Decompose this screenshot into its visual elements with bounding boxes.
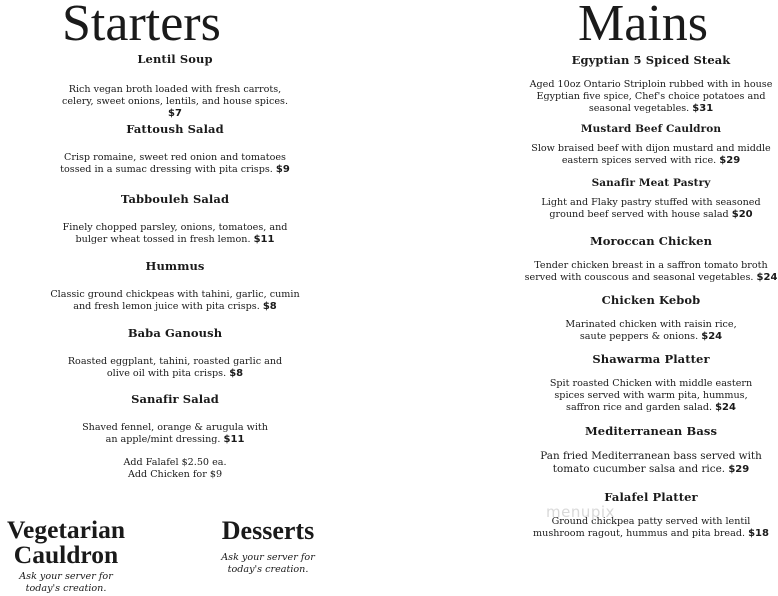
item-price: $31: [692, 103, 714, 114]
item-name: Shawarma Platter: [592, 352, 710, 366]
item-price: $29: [719, 155, 741, 166]
item-description: Pan fried Mediterranean bass served with tomato cucumber salsa and rice. $29: [540, 450, 762, 475]
item-price: $7: [168, 108, 182, 119]
menu-item: [10, 52, 340, 120]
item-price: $29: [728, 464, 750, 475]
item-description: Roasted eggplant, tahini, roasted garlic and olive oil with pita crisps. $8: [67, 356, 283, 379]
addon-chicken: Add Chicken for $9: [127, 469, 223, 480]
item-description: Tender chicken breast in a saffron tomato broth served with couscous and seasonal vegetables. $24: [524, 260, 778, 283]
item-description: Ground chickpea patty served with lentil mushroom ragout, hummus and pita bread. $18: [533, 516, 769, 539]
addon-falafel: Add Falafel $2.50 ea.: [123, 457, 227, 468]
vegetarian-note: Ask your server for today's creation.: [19, 571, 113, 594]
menu-item: [522, 293, 778, 343]
item-description: Shaved fennel, orange & arugula with an apple/mint dressing. $11: [82, 422, 268, 445]
item-name: Hummus: [145, 259, 205, 273]
menu-item: [10, 122, 340, 176]
item-price: $8: [262, 301, 277, 312]
item-description: Classic ground chickpeas with tahini, garlic, cumin and fresh lemon juice with pita crisps. $8: [50, 289, 300, 312]
item-description: Light and Flaky pastry stuffed with seasoned ground beef served with house salad $20: [541, 197, 761, 220]
item-price: $24: [715, 402, 736, 413]
item-price: $8: [229, 368, 244, 379]
item-price: $24: [701, 331, 723, 342]
watermark: menupix: [546, 503, 615, 521]
item-description: Finely chopped parsley, onions, tomatoes, and bulger wheat tossed in fresh lemon. $11: [62, 222, 288, 245]
item-description: Crisp romaine, sweet red onion and tomatoes tossed in a sumac dressing with pita crisps. $9: [60, 152, 290, 175]
item-description: Rich vegan broth loaded with fresh carrots, celery, sweet onions, lentils, and house spices. $7: [62, 84, 288, 119]
item-price: $18: [748, 528, 769, 539]
menu-item: [522, 123, 778, 167]
item-name: Mediterranean Bass: [584, 424, 718, 438]
item-name: Sanafir Salad: [131, 392, 219, 406]
menu-item: [10, 192, 340, 246]
item-name: Mustard Beef Cauldron: [580, 123, 722, 135]
item-name: Moroccan Chicken: [589, 234, 713, 248]
item-description: Aged 10oz Ontario Striploin rubbed with in house Egyptian five spice, Chef's choice potatoes and seasonal vegetables. $31: [529, 79, 773, 114]
starters-heading: Starters: [62, 0, 221, 52]
item-price: $11: [253, 234, 275, 245]
vegetarian-cauldron-heading: Vegetarian Cauldron: [6, 515, 126, 569]
item-name: Lentil Soup: [137, 52, 213, 66]
menu-item: [522, 352, 778, 414]
item-description: Slow braised beef with dijon mustard and middle eastern spices served with rice. $29: [531, 143, 771, 166]
item-name: Egyptian 5 Spiced Steak: [571, 53, 731, 67]
item-name: Fattoush Salad: [126, 122, 224, 136]
menu-item: [10, 259, 340, 313]
menu-item: [522, 424, 778, 476]
item-name: Tabbouleh Salad: [120, 192, 230, 206]
item-price: $24: [756, 272, 778, 283]
item-price: $11: [223, 434, 245, 445]
item-description: Spit roasted Chicken with middle eastern spices served with warm pita, hummus, saffron rice and garden salad. $24: [549, 378, 753, 413]
item-name: Baba Ganoush: [127, 326, 223, 340]
addons: [10, 457, 340, 481]
mains-heading: Mains: [578, 0, 708, 52]
item-name: Sanafir Meat Pastry: [591, 177, 711, 189]
menu-item: [522, 234, 778, 284]
menu-item: [10, 392, 340, 446]
desserts-heading: Desserts: [221, 516, 315, 545]
menu-item: [522, 177, 778, 221]
item-description: Marinated chicken with raisin rice, saute peppers & onions. $24: [565, 319, 737, 342]
menu-item: [522, 53, 778, 115]
desserts-note: Ask your server for today's creation.: [221, 552, 315, 575]
menu-item: [10, 326, 340, 380]
item-name: Falafel Platter: [604, 490, 698, 504]
item-price: $20: [731, 209, 753, 220]
item-price: $9: [275, 164, 290, 175]
item-name: Chicken Kebob: [601, 293, 701, 307]
